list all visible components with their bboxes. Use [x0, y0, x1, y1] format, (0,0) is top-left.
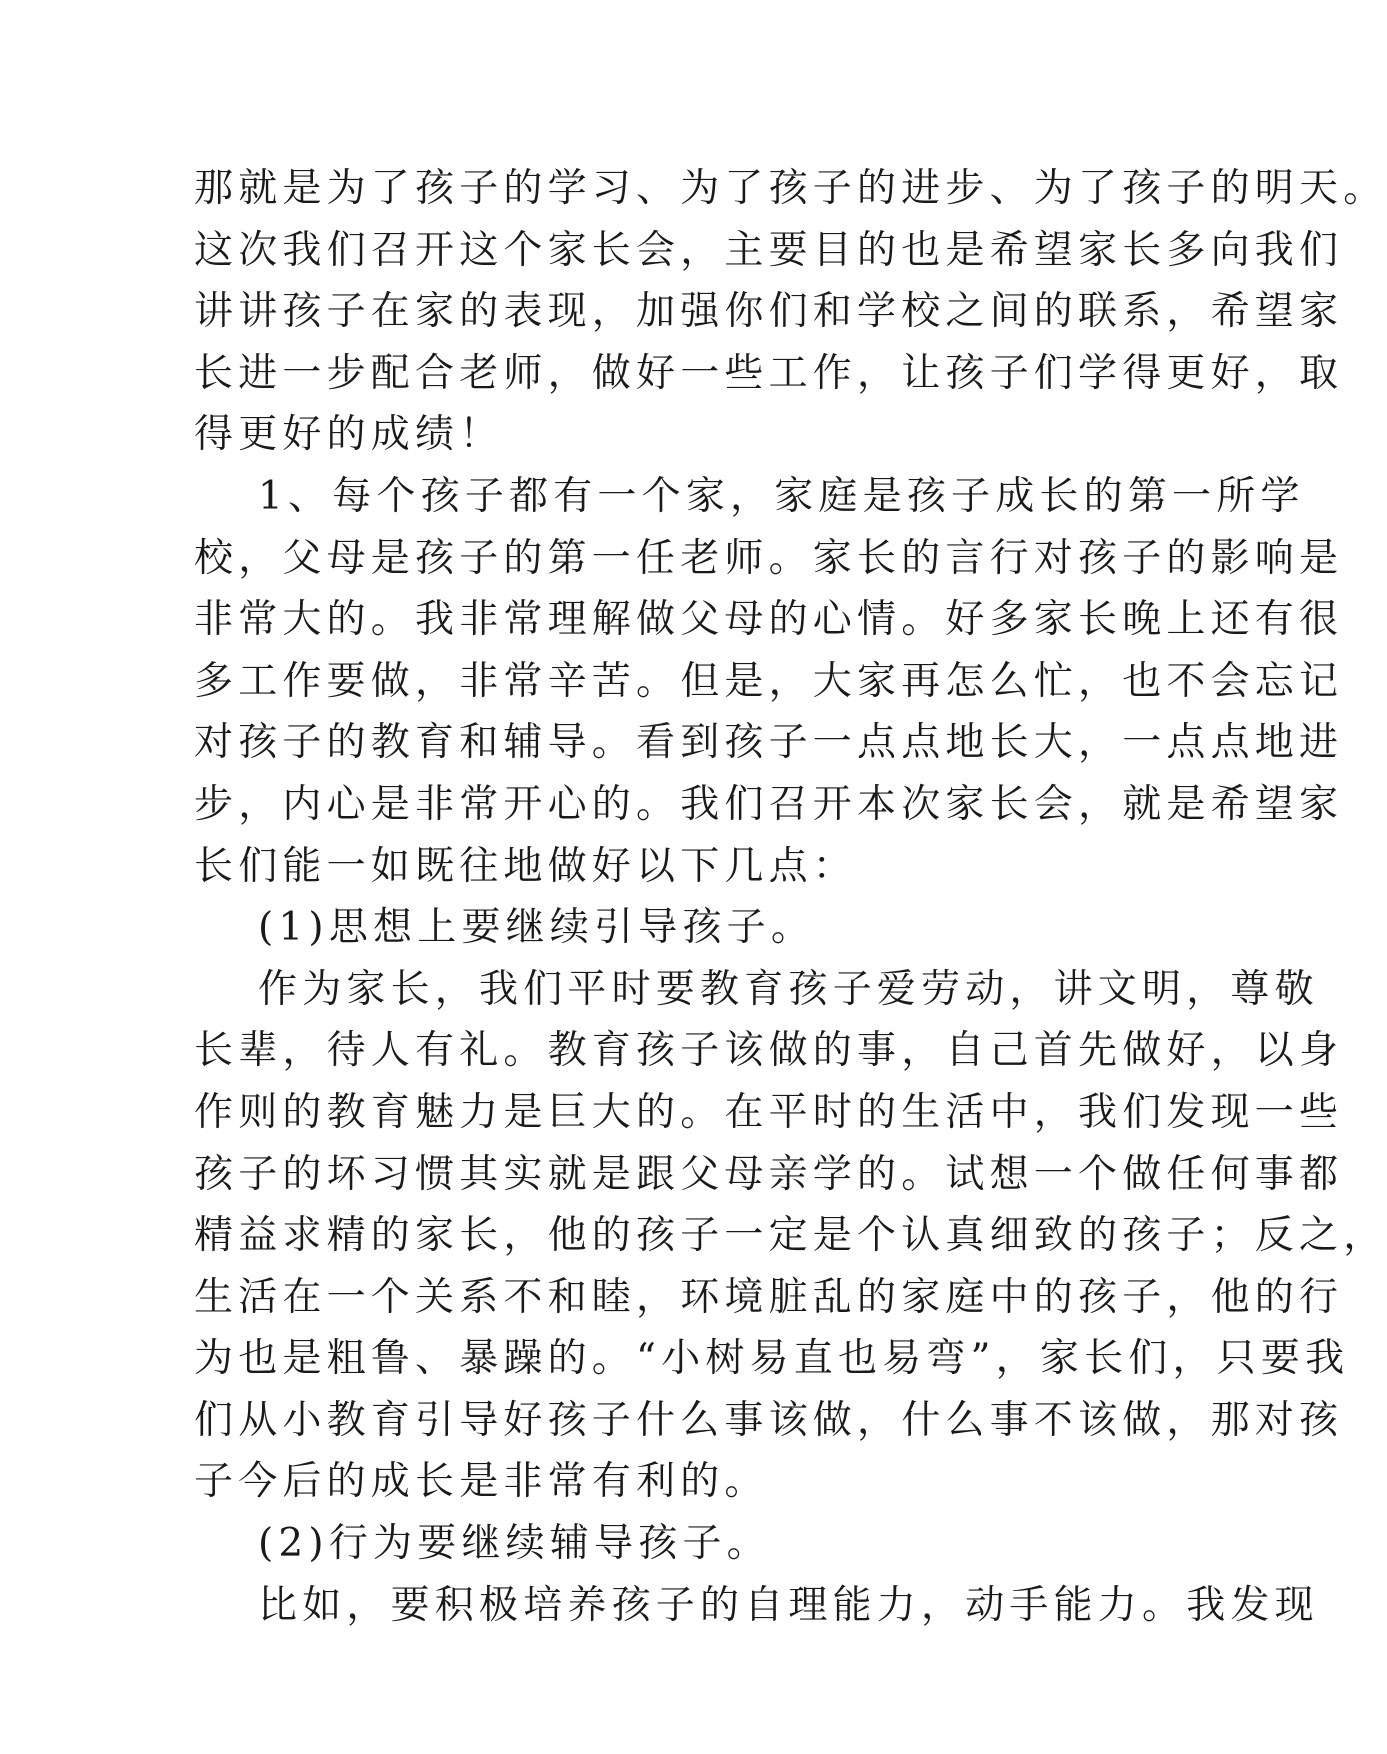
text-line: 那就是为了孩子的学习、为了孩子的进步、为了孩子的明天。 — [194, 166, 1387, 211]
text-line: 长辈，待人有礼。教育孩子该做的事，自己首先做好，以身 — [194, 1028, 1344, 1074]
text-line: 这次我们召开这个家长会，主要目的也是希望家长多向我们 — [194, 227, 1344, 273]
paragraph-first-line: 1、每个孩子都有一个家，家庭是孩子成长的第一所学 — [258, 473, 1305, 519]
paragraph-first-line: 作为家长，我们平时要教育孩子爱劳动，讲文明，尊敬 — [258, 966, 1319, 1012]
text-line: 多工作要做，非常辛苦。但是，大家再怎么忙，也不会忘记 — [194, 658, 1344, 704]
text-line: 为也是粗鲁、暴躁的。“小树易直也易弯”，家长们，只要我 — [194, 1336, 1350, 1382]
text-line: 讲讲孩子在家的表现，加强你们和学校之间的联系，希望家 — [194, 289, 1344, 335]
text-line: 得更好的成绩！ — [194, 412, 504, 458]
text-line: 步，内心是非常开心的。我们召开本次家长会，就是希望家 — [194, 781, 1344, 827]
text-line: 作则的教育魅力是巨大的。在平时的生活中，我们发现一些 — [194, 1089, 1344, 1135]
section-heading: (2)行为要继续辅导孩子。 — [258, 1521, 771, 1567]
text-line: 孩子的坏习惯其实就是跟父母亲学的。试想一个做任何事都 — [194, 1151, 1344, 1197]
text-line: 非常大的。我非常理解做父母的心情。好多家长晚上还有很 — [194, 597, 1344, 643]
section-heading: (1)思想上要继续引导孩子。 — [258, 905, 816, 951]
text-line: 对孩子的教育和辅导。看到孩子一点点地长大，一点点地进 — [194, 720, 1344, 766]
text-line: 长进一步配合老师，做好一些工作，让孩子们学得更好，取 — [194, 350, 1344, 396]
text-line: 生活在一个关系不和睦，环境脏乱的家庭中的孩子，他的行 — [194, 1274, 1344, 1320]
paragraph-first-line: 比如，要积极培养孩子的自理能力，动手能力。我发现 — [258, 1582, 1319, 1628]
text-line: 精益求精的家长，他的孩子一定是个认真细致的孩子；反之， — [194, 1213, 1387, 1259]
text-line: 子今后的成长是非常有利的。 — [194, 1459, 769, 1505]
text-line: 校，父母是孩子的第一任老师。家长的言行对孩子的影响是 — [194, 535, 1344, 581]
text-line: 长们能一如既往地做好以下几点： — [194, 843, 858, 889]
document-body — [194, 158, 1387, 1636]
text-line: 们从小教育引导好孩子什么事该做，什么事不该做，那对孩 — [194, 1397, 1344, 1443]
